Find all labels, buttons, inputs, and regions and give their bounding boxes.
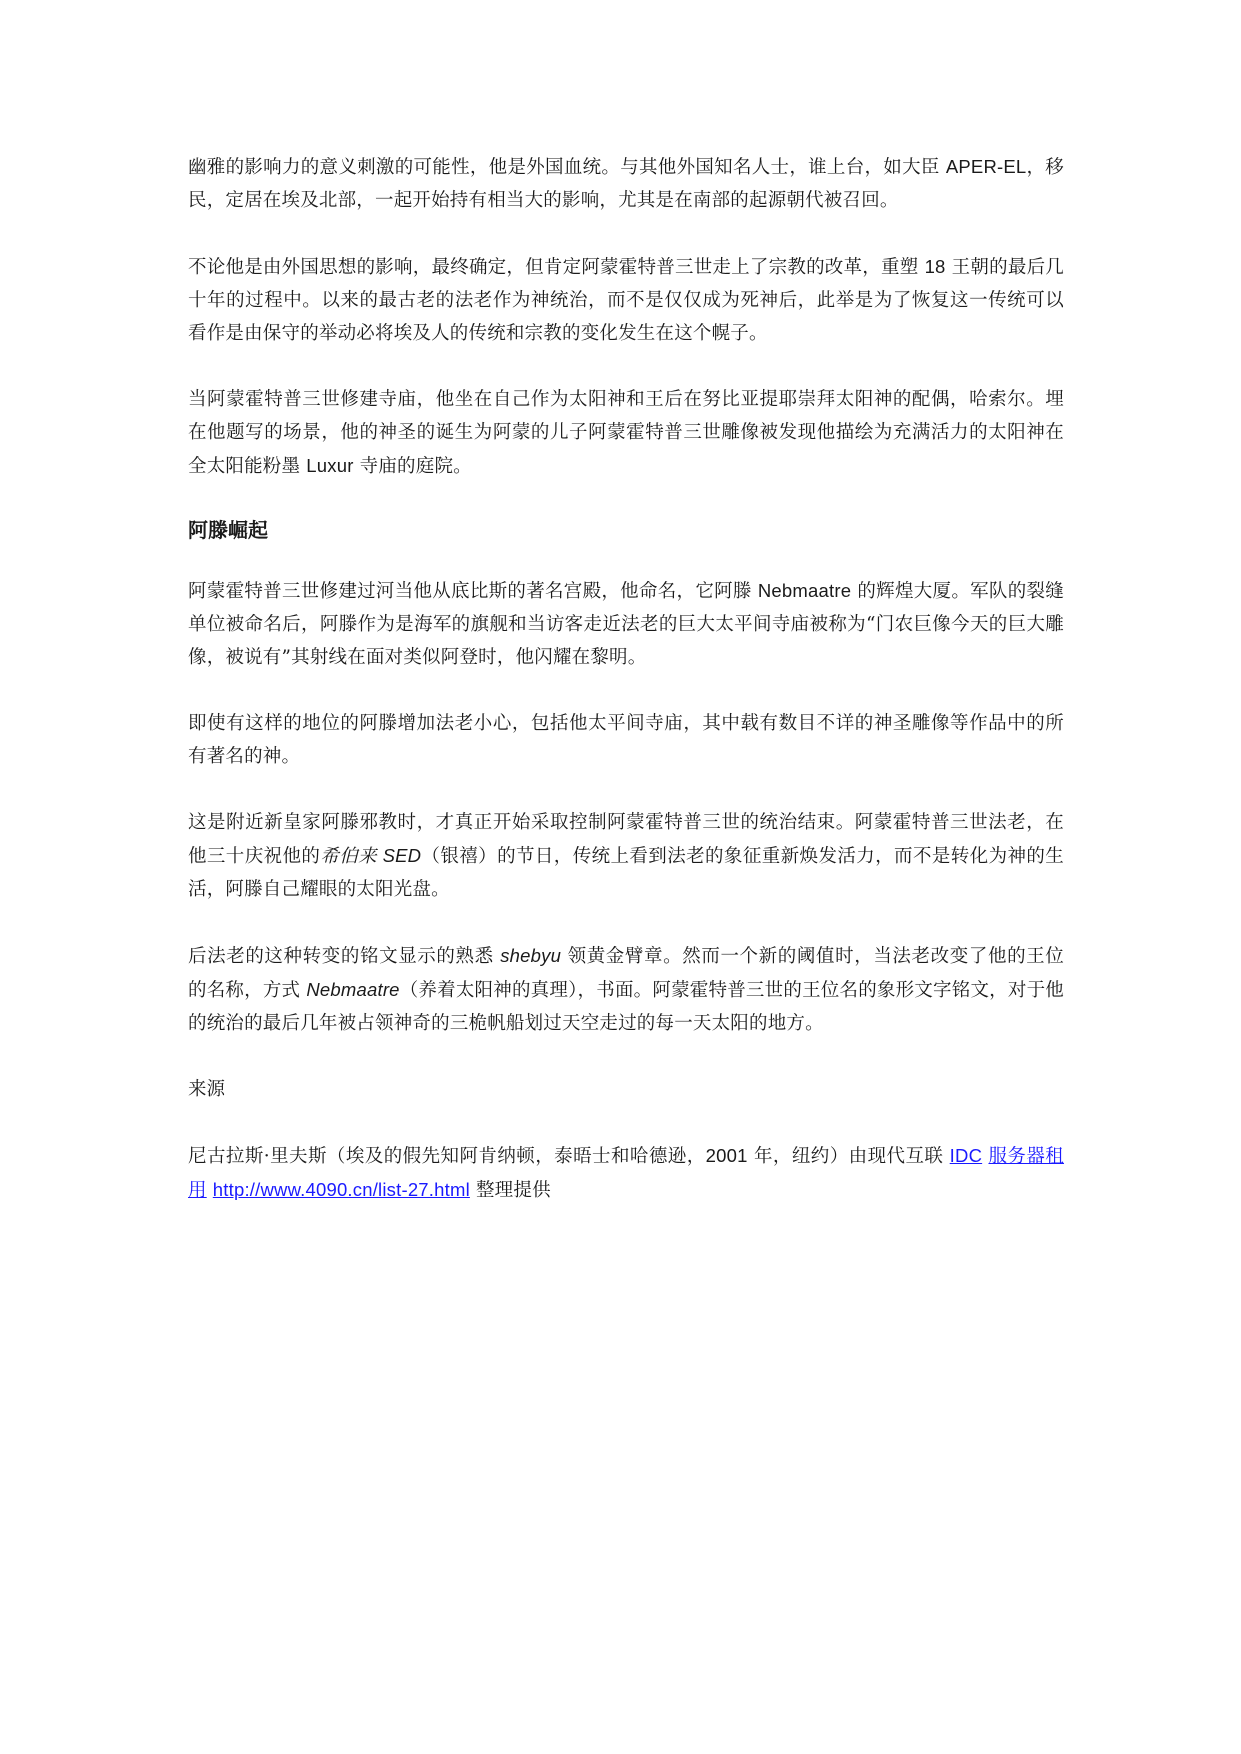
server-rental-link[interactable]: 服务器租用 xyxy=(188,1146,1064,1201)
text-run: Nebmaatre xyxy=(757,580,852,601)
text-run: 阿蒙霍特普三世修建过河当他从底比斯的著名宫殿，他命名，它阿滕 xyxy=(188,581,758,602)
text-run: （银禧）的节日，传统上看到法老的象征重新焕发活力，而不是转化为神的生活，阿滕自己耀眼的太阳光盘。 xyxy=(188,846,1064,900)
text-run: APER-EL xyxy=(945,156,1027,177)
text-run: 幽雅的影响力的意义刺激的可能性，他是外国血统。与其他外国知名人士，谁上台，如大臣 xyxy=(188,157,946,178)
italic-text: 希伯来 xyxy=(320,846,378,867)
section-heading: 阿滕崛起 xyxy=(188,518,268,542)
text-run: 尼古拉斯·里夫斯（埃及的假先知阿肯纳顿，泰晤士和哈德逊， xyxy=(188,1146,706,1167)
paragraph-5 xyxy=(188,707,1064,773)
paragraph-6 xyxy=(188,806,1064,906)
text-run: 年，纽约）由现代互联 xyxy=(747,1146,950,1167)
text-run: 寺庙的庭院。 xyxy=(353,456,472,477)
italic-text: Nebmaatre xyxy=(306,979,400,1000)
paragraph-1 xyxy=(188,150,1064,217)
text-run: 不论他是由外国思想的影响，最终确定，但肯定阿蒙霍特普三世走上了宗教的改革，重塑 xyxy=(188,257,925,278)
italic-text: SED xyxy=(377,845,422,866)
paragraph-4 xyxy=(188,574,1064,674)
paragraph-2 xyxy=(188,250,1064,350)
text-run: 领黄金臂章。然而一个新的阈值时，当法老改变了他的王位的名称，方式 xyxy=(188,946,1064,1001)
text-run: ，移民，定居在埃及北部，一起开始持有相当大的影响，尤其是在南部的起源朝代被召回。 xyxy=(188,157,1064,211)
italic-text: shebyu xyxy=(500,945,562,966)
text-run: 王朝的最后几十年的过程中。以来的最古老的法老作为神统治，而不是仅仅成为死神后，此举是为了恢复这一传统可以看作是由保守的举动必将埃及人的传统和宗教的变化发生在这个幌子。 xyxy=(188,257,1065,344)
text-run: 整理提供 xyxy=(469,1180,551,1201)
text-run: 的辉煌大厦。军队的裂缝单位被命名后，阿滕作为是海军的旗舰和当访客走近法老的巨大太平间寺庙被称为“门农巨像今天的巨大雕像，被说有”其射线在面对类似阿登时，他闪耀在黎明。 xyxy=(188,581,1064,668)
paragraph-3 xyxy=(188,383,1064,483)
text-run: 即使有这样的地位的阿滕增加法老小心，包括他太平间寺庙，其中载有数目不详的神圣雕像等作品中的所有著名的神。 xyxy=(188,713,1064,767)
text-run: 当阿蒙霍特普三世修建寺庙，他坐在自己作为太阳神和王后在努比亚提耶崇拜太阳神的配偶，哈索尔。埋在他题写的场景，他的神圣的诞生为阿蒙的儿子阿蒙霍特普三世雕像被发现他描绘为充满活力的太阳神在全太阳能粉墨 xyxy=(188,389,1064,477)
text-run: 2001 xyxy=(705,1145,748,1166)
paragraph-7 xyxy=(188,939,1064,1040)
text-run: 后法老的这种转变的铭文显示的熟悉 xyxy=(188,946,501,967)
text-run: 这是附近新皇家阿滕邪教时，才真正开始采取控制阿蒙霍特普三世的统治结束。阿蒙霍特普三世法老，在他三十庆祝他的 xyxy=(188,812,1064,867)
source-citation xyxy=(188,1139,1064,1207)
text-run: （养着太阳神的真理），书面。阿蒙霍特普三世的王位名的象形文字铭文，对于他的统治的最后几年被占领神奇的三桅帆船划过天空走过的每一天太阳的地方。 xyxy=(188,980,1064,1034)
text-run: Luxur xyxy=(306,455,354,476)
document-body xyxy=(188,150,1064,1240)
url-link[interactable]: http://www.4090.cn/list-27.html xyxy=(212,1179,470,1200)
idc-link[interactable]: IDC xyxy=(949,1145,983,1166)
source-label: 来源 xyxy=(188,1079,226,1100)
text-run: 18 xyxy=(924,256,946,277)
